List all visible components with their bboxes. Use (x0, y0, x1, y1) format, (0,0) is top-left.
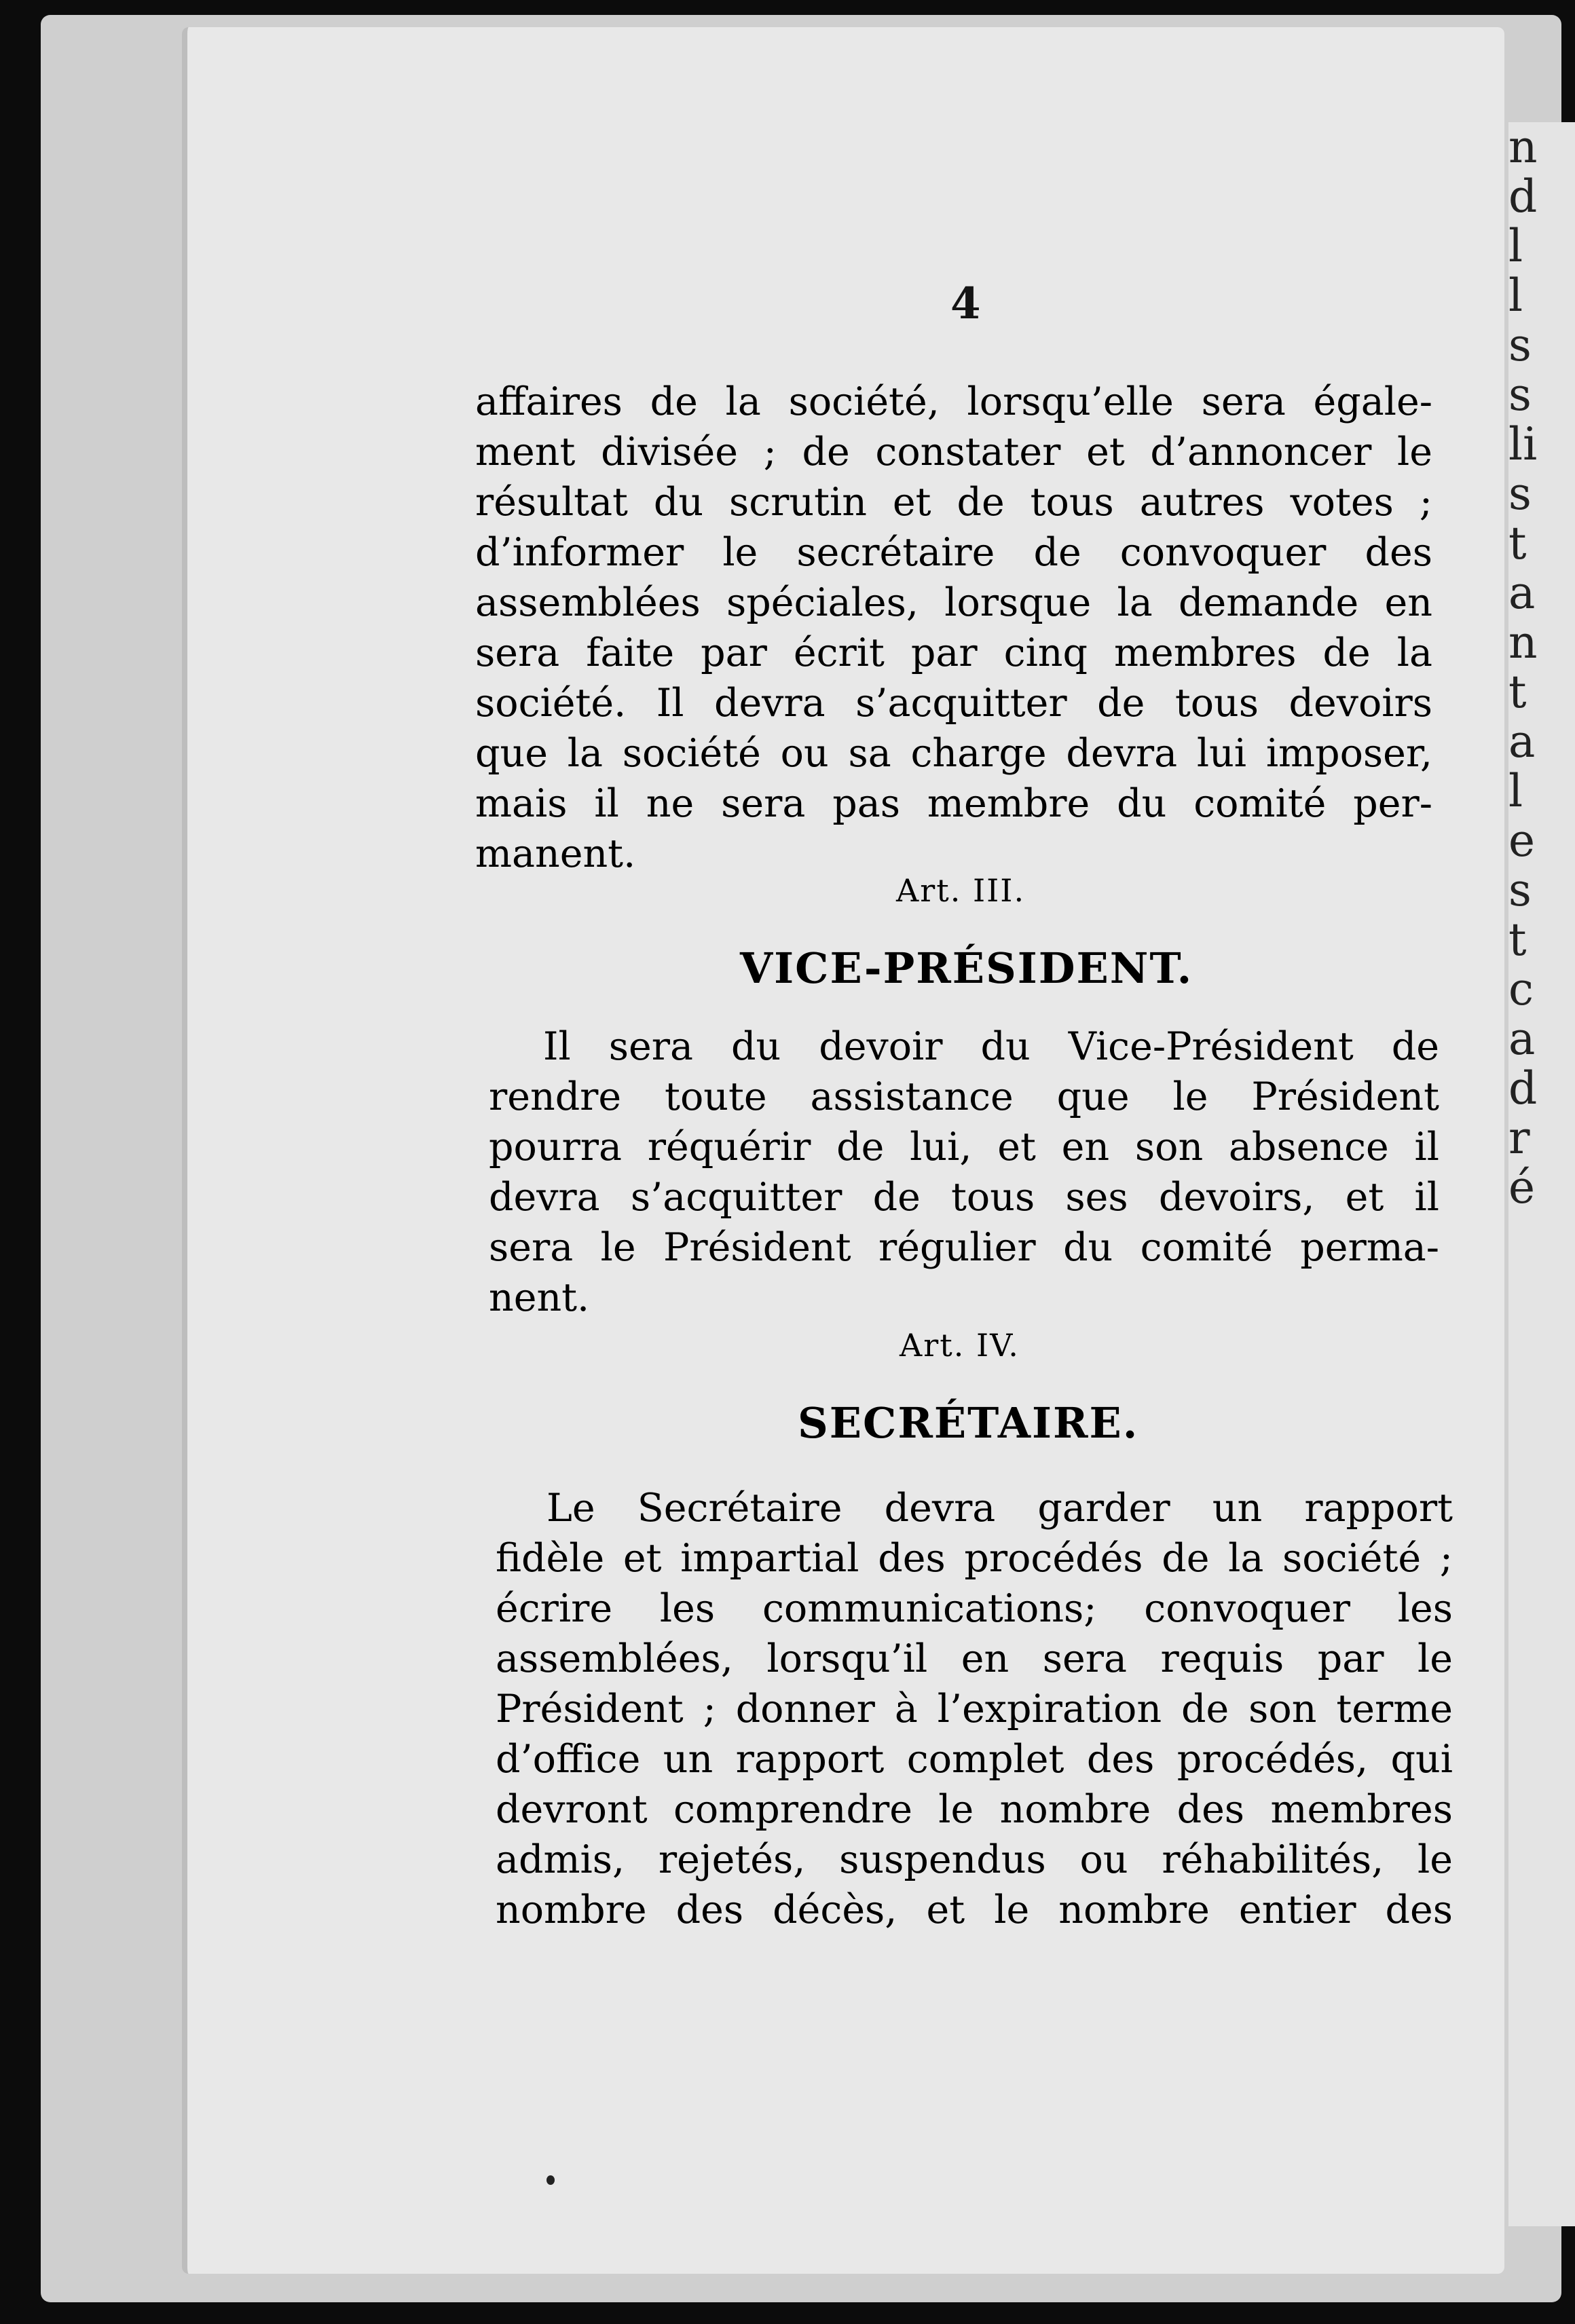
text-line: manent. (475, 831, 636, 876)
page-number: 4 (950, 278, 981, 329)
section-heading: VICE-PRÉSIDENT. (740, 943, 1193, 993)
adjacent-letter: c (1508, 963, 1534, 1015)
adjacent-letter: t (1508, 666, 1527, 718)
text-line: Président ; donner à l’expiration de son terme (496, 1687, 1453, 1731)
article-number: Art. IV. (900, 1327, 1020, 1364)
adjacent-letter: s (1508, 468, 1532, 520)
text-line: d’office un rapport complet des procédés, qui (496, 1737, 1453, 1782)
text-line: assemblées, lorsqu’il en sera requis par le (496, 1636, 1453, 1681)
text-line: nent. (489, 1275, 590, 1320)
text-line: sera faite par écrit par cinq membres de la (475, 631, 1432, 675)
paragraph-president-duties (475, 377, 1432, 879)
text-line: société. Il devra s’acquitter de tous devoirs (475, 681, 1432, 726)
text-line: ment divisée ; de constater et d’annoncer le (475, 430, 1432, 474)
text-line: écrire les communications; convoquer les (496, 1586, 1453, 1631)
adjacent-letter: t (1508, 517, 1527, 569)
adjacent-letter: n (1508, 616, 1538, 669)
paragraph-vice-president (489, 1022, 1439, 1323)
text-line: affaires de la société, lorsqu’elle sera égale- (475, 379, 1432, 424)
adjacent-letter: a (1508, 715, 1536, 768)
text-line: nombre des décès, et le nombre entier des (496, 1888, 1453, 1932)
text-line: devront comprendre le nombre des membres (496, 1787, 1453, 1832)
adjacent-letter: s (1508, 369, 1532, 421)
adjacent-letter: li (1508, 418, 1538, 470)
text-line: Il sera du devoir du Vice-Président de (543, 1024, 1439, 1069)
adjacent-letter: t (1508, 914, 1527, 966)
adjacent-letter: d (1508, 170, 1538, 223)
text-line: admis, rejetés, suspendus ou réhabilités, le (496, 1837, 1453, 1882)
adjacent-letter: d (1508, 1062, 1538, 1114)
paragraph-secretary (496, 1483, 1453, 1935)
text-line: fidèle et impartial des procédés de la société ; (496, 1536, 1453, 1581)
adjacent-letter: a (1508, 1013, 1536, 1065)
section-heading: SECRÉTAIRE. (798, 1398, 1139, 1448)
text-line: devra s’acquitter de tous ses devoirs, et il (489, 1175, 1439, 1220)
text-line: Le Secrétaire devra garder un rapport (546, 1486, 1453, 1531)
adjacent-letter: l (1508, 765, 1523, 817)
text-line: pourra réquérir de lui, et en son absence il (489, 1125, 1439, 1169)
text-line: d’informer le secrétaire de convoquer des (475, 530, 1432, 575)
adjacent-page-edge (1508, 122, 1575, 2226)
adjacent-letter: e (1508, 814, 1536, 867)
adjacent-letter: l (1508, 269, 1523, 322)
ink-speck (546, 2175, 555, 2185)
text-line: que la société ou sa charge devra lui imposer, (475, 731, 1432, 776)
article-number: Art. III. (896, 872, 1026, 909)
text-line: rendre toute assistance que le Président (489, 1074, 1439, 1119)
adjacent-letter: a (1508, 567, 1536, 619)
adjacent-letter: s (1508, 864, 1532, 916)
adjacent-letter: é (1508, 1161, 1536, 1214)
text-line: sera le Président régulier du comité perma- (489, 1225, 1439, 1270)
adjacent-letter: s (1508, 319, 1532, 371)
adjacent-letter: r (1508, 1112, 1530, 1164)
text-line: résultat du scrutin et de tous autres votes ; (475, 480, 1432, 525)
text-line: mais il ne sera pas membre du comité per- (475, 781, 1432, 826)
adjacent-letter: n (1508, 122, 1538, 173)
adjacent-letter: l (1508, 220, 1523, 272)
text-line: assemblées spéciales, lorsque la demande en (475, 580, 1432, 625)
